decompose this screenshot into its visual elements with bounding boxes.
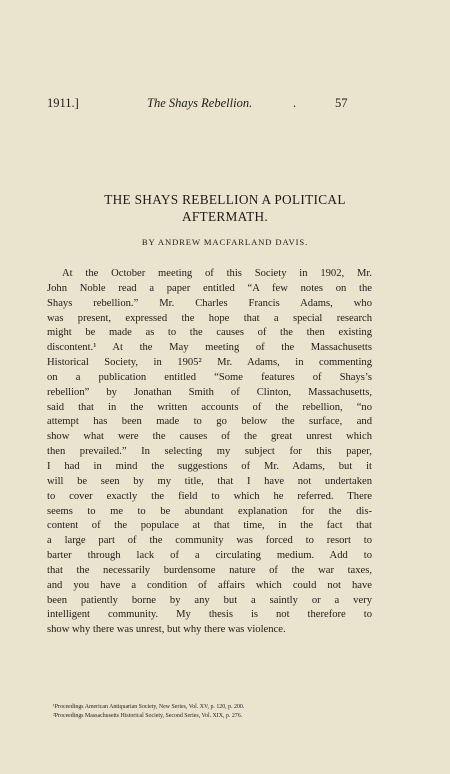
body-line: At the October meeting of this Society in 1902, Mr. bbox=[62, 268, 372, 279]
body-line: Shays rebellion.” Mr. Charles Francis Adams, who bbox=[47, 297, 372, 309]
body-line: show why there was unrest, but why there was violence. bbox=[47, 624, 286, 636]
byline: BY ANDREW MACFARLAND DAVIS. bbox=[141, 237, 309, 247]
body-line: was present, expressed the hope that a special research bbox=[47, 312, 372, 324]
article-title bbox=[0, 191, 450, 225]
body-line: attempt has been made to go below the surface, and bbox=[47, 416, 372, 428]
header-running-title: The Shays Rebellion. bbox=[147, 96, 253, 110]
body-line: I had in mind the suggestions of Mr. Adams, but it bbox=[47, 460, 372, 472]
header-dot: . bbox=[293, 96, 297, 110]
body-line: then prevailed.” In selecting my subject for this paper, bbox=[47, 446, 372, 458]
body-line: might be made as to the causes of the then existing bbox=[47, 327, 372, 339]
header-year: 1911.] bbox=[47, 96, 79, 110]
article-title-line-2: AFTERMATH. bbox=[181, 209, 269, 224]
body-line: to cover exactly the field to which he referred. There bbox=[47, 490, 372, 502]
body-paragraph bbox=[47, 267, 372, 638]
body-line: John Noble read a paper entitled “A few notes on the bbox=[47, 282, 372, 294]
body-line: on a publication entitled “Some features of Shays’s bbox=[47, 371, 372, 383]
body-line: a large part of the community was forced to resort to bbox=[47, 535, 372, 547]
body-line: that the necessarily burdensome nature of the war taxes, bbox=[47, 564, 372, 576]
body-line: been patiently borne by any but a saintly or a very bbox=[47, 594, 372, 606]
article-title-line-1: THE SHAYS REBELLION A POLITICAL bbox=[104, 192, 346, 207]
body-line: content of the populace at that time, in the fact that bbox=[47, 520, 372, 532]
body-line: and you have a condition of affairs which could not have bbox=[47, 579, 372, 591]
body-line: rebellion” by Jonathan Smith of Clinton, Massachusetts, bbox=[47, 386, 372, 398]
page-number: 57 bbox=[335, 96, 348, 110]
running-head bbox=[47, 96, 350, 112]
footnote-2: ²Proceedings Massachusetts Historical Society, Second Series, Vol. XIX, p. 276. bbox=[53, 712, 243, 719]
body-line: seems to me to be abundant explanation for the dis- bbox=[47, 505, 372, 517]
footnotes bbox=[47, 703, 372, 720]
body-line: show what were the causes of the great unrest which bbox=[47, 431, 372, 443]
body-line: Historical Society, in 1905² Mr. Adams, in commenting bbox=[47, 357, 372, 369]
body-line: discontent.¹ At the May meeting of the Massachusetts bbox=[47, 342, 372, 354]
body-line: barter through lack of a circulating medium. Add to bbox=[47, 550, 372, 562]
body-line: will be seen by my title, that I have not undertaken bbox=[47, 475, 372, 487]
body-line: said that in the written accounts of the rebellion, “no bbox=[47, 401, 372, 413]
footnote-1: ¹Proceedings American Antiquarian Society, New Series, Vol. XV, p. 120, p. 200. bbox=[53, 704, 245, 710]
body-line: intelligent community. My thesis is not therefore to bbox=[47, 609, 372, 621]
